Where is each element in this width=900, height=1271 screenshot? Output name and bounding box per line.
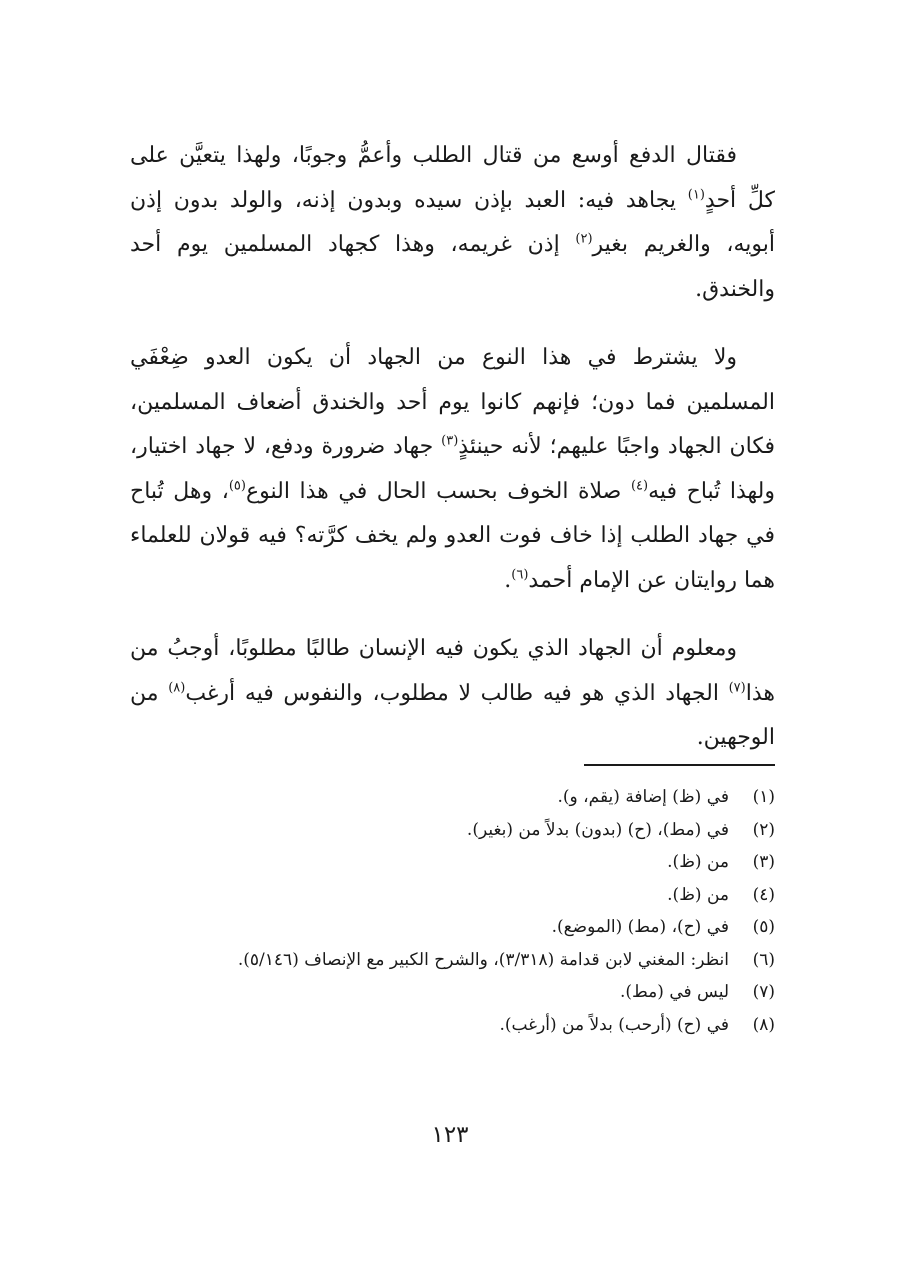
footnote-number: (٧) <box>752 982 775 1002</box>
footnote <box>130 976 775 1009</box>
text-run: ومعلوم أن الجهاد الذي يكون فيه الإنسان طالبًا مطلوبًا، أوجبُ من هذا <box>130 636 775 706</box>
footnote-ref-7: (٧) <box>728 680 746 696</box>
main-text <box>130 134 775 785</box>
footnote-number: (٦) <box>752 949 775 970</box>
footnote <box>130 879 775 912</box>
paragraph-1 <box>130 134 775 312</box>
text-run: من الوجهين. <box>130 680 775 750</box>
footnote-number: (١) <box>752 787 775 807</box>
text-run: إذن غريمه، وهذا كجهاد المسلمين يوم أحد والخندق. <box>130 232 775 302</box>
footnote-ref-1: (١) <box>687 187 705 203</box>
text-run: صلاة الخوف بحسب الحال في هذا النوع <box>245 478 631 504</box>
text-run: ولا يشترط في هذا النوع من الجهاد أن يكون العدو ضِعْفَي المسلمين فما دون؛ فإنهم كانوا يوم أحد والخندق أضعاف المسلمين، فكان الجهاد واجبًا عليهم؛ لأنه حينئذٍ <box>130 345 775 459</box>
text-run: فقتال الدفع أوسع من قتال الطلب وأعمُّ وجوبًا، ولهذا يتعيَّن على كلِّ أحدٍ <box>130 143 775 213</box>
footnote-ref-5: (٥) <box>228 478 246 494</box>
footnote-ref-3: (٣) <box>441 433 459 449</box>
footnote-ref-2: (٢) <box>575 231 593 247</box>
text-run: يجاهد فيه: العبد بإذن سيده وبدون إذنه، والولد بدون إذن أبويه، والغريم بغير <box>130 187 775 257</box>
text-run: الجهاد الذي هو فيه طالب لا مطلوب، والنفوس فيه أرغب <box>185 680 729 706</box>
footnote <box>130 944 775 977</box>
footnote-ref-6: (٦) <box>511 567 529 583</box>
footnotes <box>130 781 775 1041</box>
footnote-number: (٢) <box>752 819 775 840</box>
footnote <box>130 814 775 847</box>
footnote-text: في (ظ) إضافة (يقم، و). <box>557 787 729 807</box>
paragraph-3 <box>130 627 775 761</box>
footnote-number: (٨) <box>752 1014 775 1035</box>
footnote-text: انظر: المغني لابن قدامة (٣/٣١٨)، والشرح الكبير مع الإنصاف (٥/١٤٦). <box>237 949 729 970</box>
footnote <box>130 846 775 879</box>
footnote-text: ليس في (مط). <box>620 982 729 1002</box>
footnote-number: (٤) <box>752 884 775 905</box>
page-number: ١٢٣ <box>431 1122 469 1148</box>
footnote-ref-8: (٨) <box>168 680 186 696</box>
footnote-ref-4: (٤) <box>630 478 649 494</box>
text-run: . <box>504 567 512 593</box>
footnote-separator <box>584 764 775 766</box>
footnote <box>130 911 775 944</box>
footnote-number: (٥) <box>752 917 775 937</box>
footnote-number: (٣) <box>752 852 775 872</box>
footnote-text: في (مط)، (ح) (بدون) بدلاً من (بغير). <box>466 819 729 840</box>
text-run: ، وهل تُباح في جهاد الطلب إذا خاف فوت العدو ولم يخف كرَّته؟ فيه قولان للعلماء هما روايتان عن الإمام أحمد <box>130 478 775 593</box>
footnote-text: في (ح)، (مط) (الموضع). <box>551 917 729 937</box>
footnote-text: من (ظ). <box>667 852 729 872</box>
footnote-text: من (ظ). <box>667 884 729 905</box>
footnote-text: في (ح) (أرحب) بدلاً من (أرغب). <box>499 1014 729 1035</box>
footnote <box>130 781 775 814</box>
paragraph-2 <box>130 336 775 603</box>
footnote <box>130 1009 775 1042</box>
text-run: جهاد ضرورة ودفع، لا جهاد اختيار، ولهذا تُباح فيه <box>130 434 776 504</box>
